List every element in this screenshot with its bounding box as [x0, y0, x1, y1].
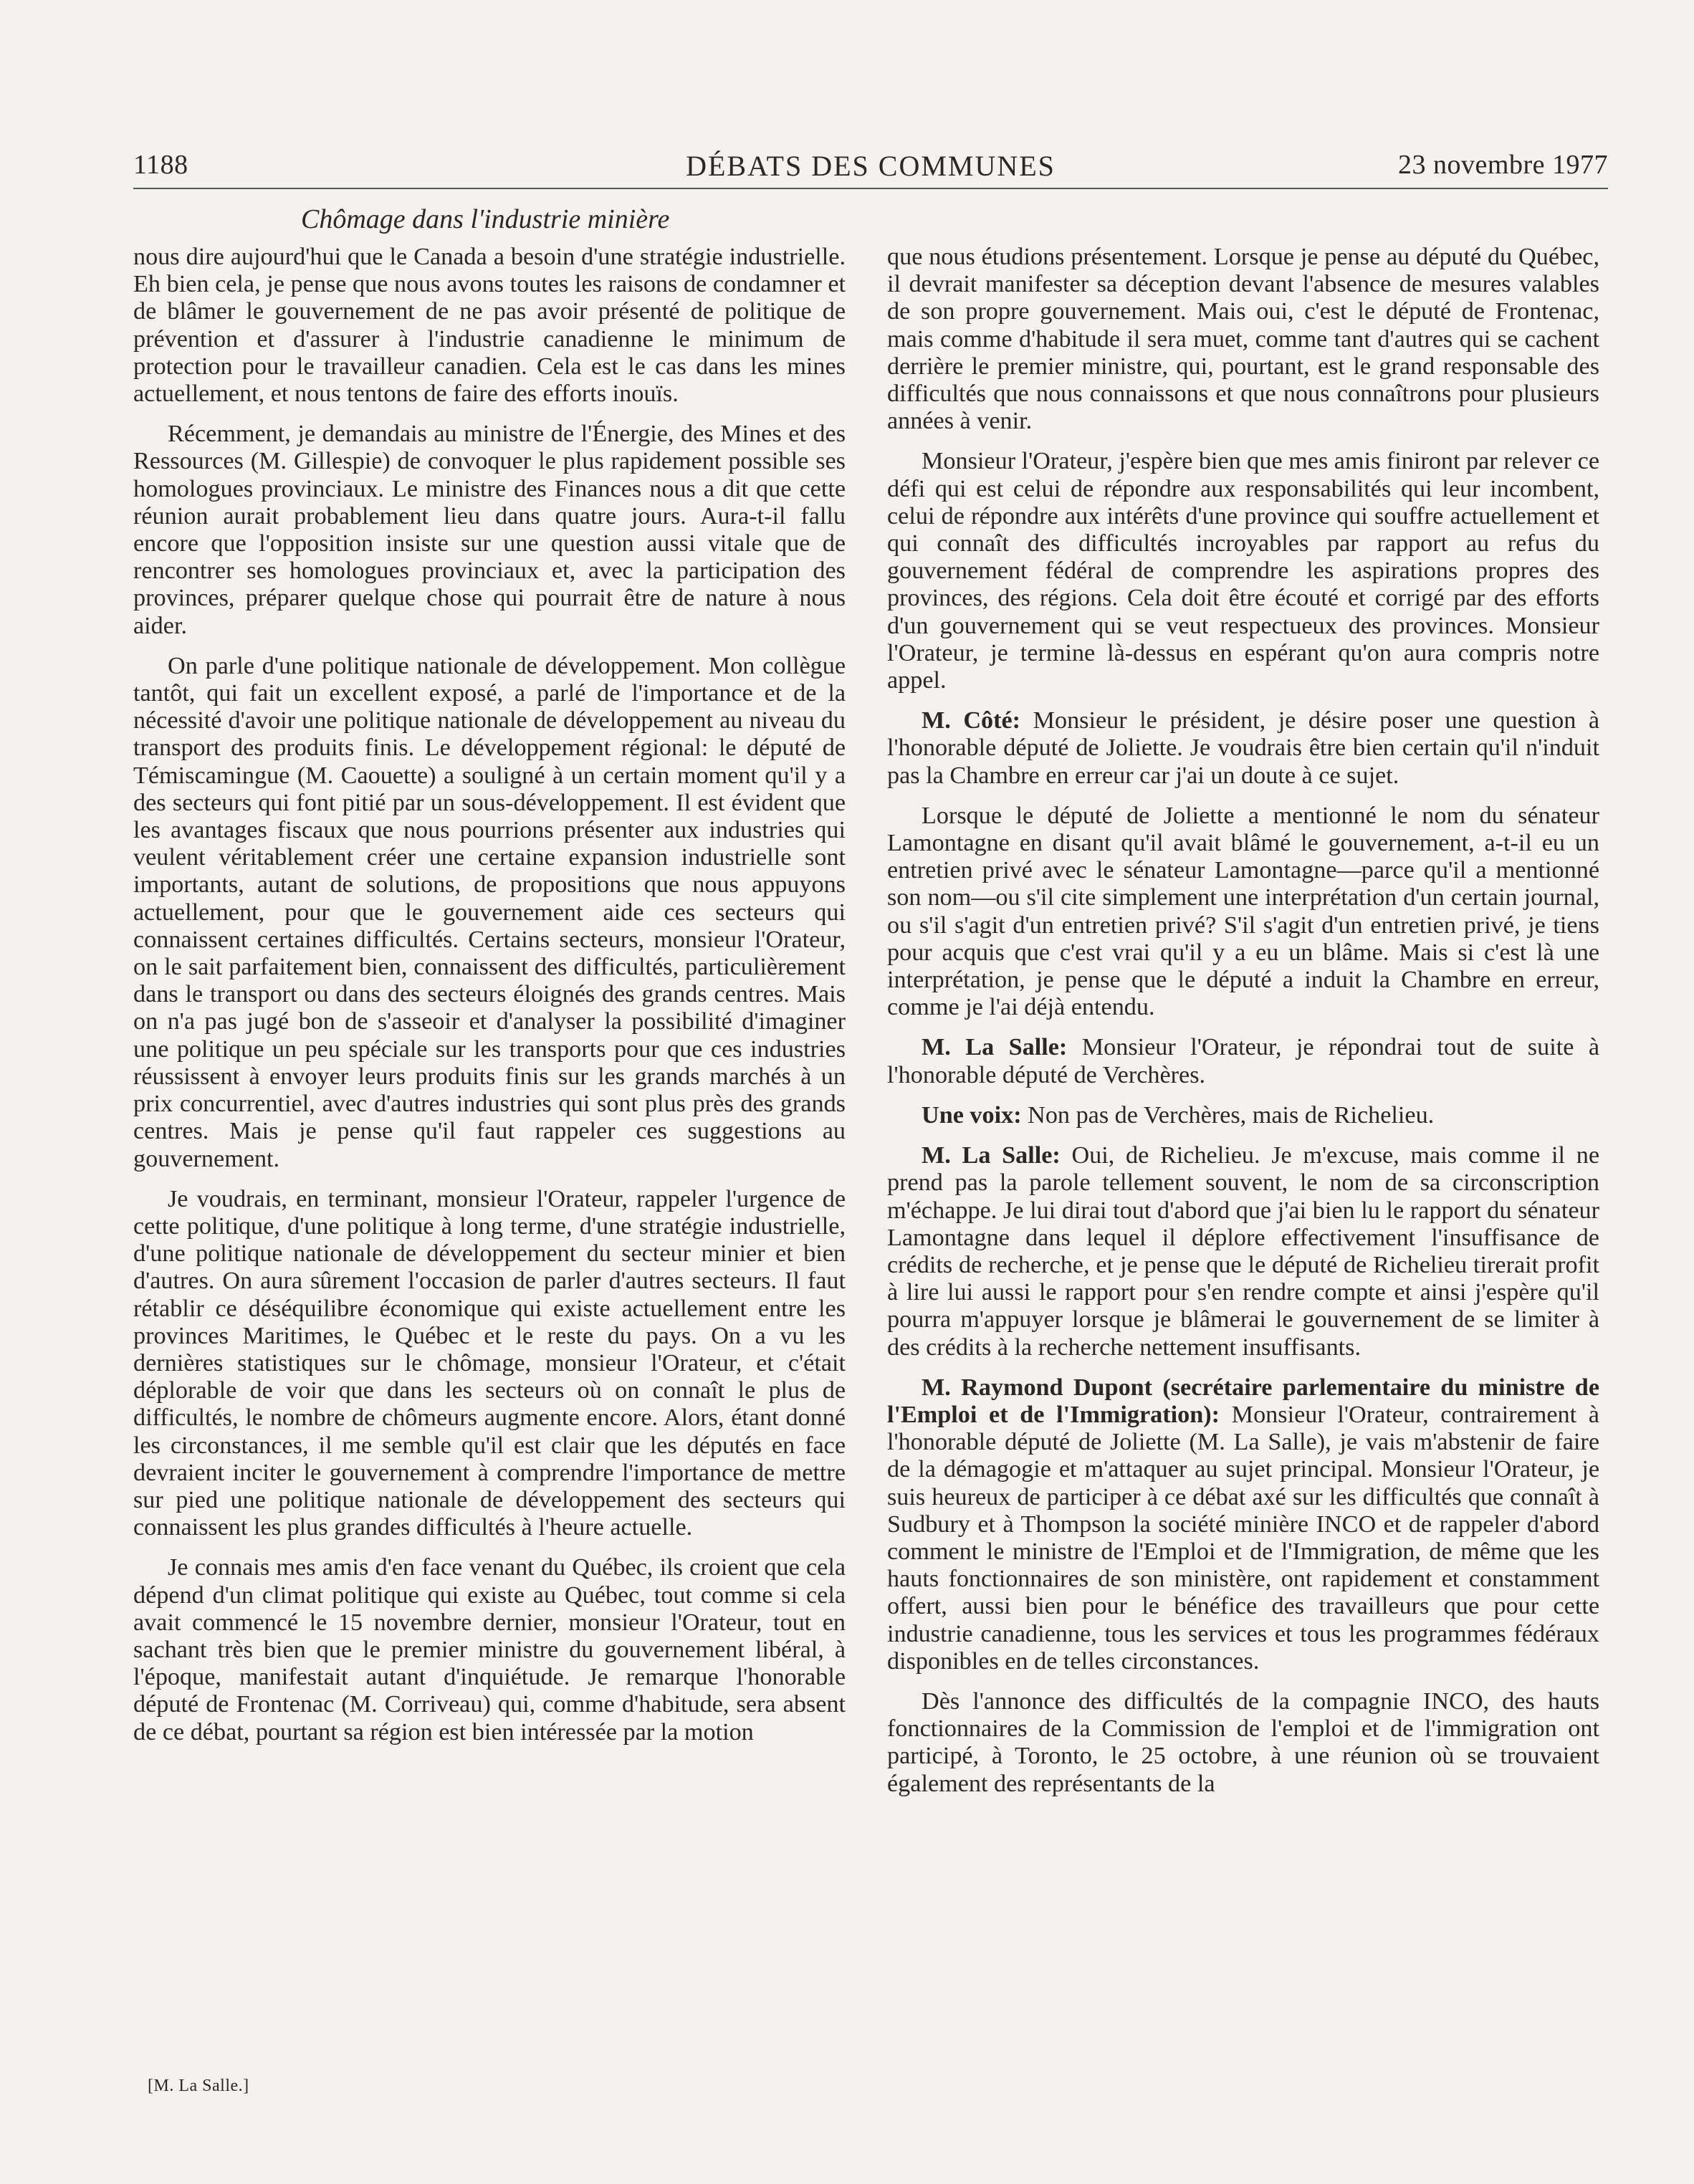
speech-text: Monsieur l'Orateur, contrairement à l'honorable député de Joliette (M. La Salle), je vais m'abstenir de faire de la démagogie et m'attaquer au sujet principal. Monsieur l'Orateur, je suis heureux de participer à ce débat axé sur les difficultés que connaît à Sudbury et à Thompson la société minière INCO et de rappeler d'abord comment le ministre de l'Emploi et de l'Immigration, de même que les hauts fonctionnaires de son ministère, ont rapidement et constamment offert, aussi bien pour le bénéfice des travailleurs que pour cette industrie canadienne, tous les services et tous les programmes fédéraux disponibles en de telles circonstances. [887, 1401, 1599, 1675]
section-subtitle: Chômage dans l'industrie minière [301, 204, 670, 234]
right-column [887, 244, 1599, 1811]
speaker-name: Une voix: [922, 1101, 1022, 1129]
speech-paragraph [887, 1102, 1599, 1129]
publication-date: 23 novembre 1977 [1398, 150, 1608, 180]
paragraph: Je connais mes amis d'en face venant du Québec, ils croient que cela dépend d'un climat politique qui existe au Québec, tout comme si cela avait commencé le 15 novembre dernier, monsieur l'Orateur, tout en sachant très bien que le premier ministre du gouvernement libéral, à l'époque, manifestait autant d'inquiétude. Je remarque l'honorable député de Frontenac (M. Corriveau) qui, comme d'habitude, sera absent de ce débat, pourtant sa région est bien intéressée par la motion [133, 1554, 846, 1745]
speaker-name: M. Côté: [922, 707, 1021, 734]
speaker-name: M. La Salle: [922, 1142, 1061, 1169]
paragraph: que nous étudions présentement. Lorsque je pense au député du Québec, il devrait manifester sa déception devant l'absence de mesures valables de son propre gouvernement. Mais oui, c'est le député de Frontenac, mais comme d'habitude il sera muet, comme tant d'autres qui se cachent derrière le premier ministre, qui, pourtant, est le grand responsable des difficultés que nous connaissons et que nous connaîtrons pour plusieurs années à venir. [887, 244, 1599, 435]
speech-text: Monsieur l'Orateur, je répondrai tout de suite à l'honorable député de Verchères. [887, 1034, 1600, 1088]
publication-title: DÉBATS DES COMMUNES [686, 150, 1056, 182]
paragraph: On parle d'une politique nationale de développement. Mon collègue tantôt, qui fait un excellent exposé, a parlé de l'importance et de la nécessité d'avoir une politique nationale de développement au niveau du transport des produits finis. Le développement régional: le député de Témiscamingue (M. Caouette) a souligné à un certain moment qu'il y a des secteurs qui font pitié par un sous-développement. Il est évident que les avantages fiscaux que nous pourrions présenter aux industries qui veulent véritablement créer une certaine expansion industrielle sont importants, autant de solutions, de propositions que nous appuyons actuellement, pour que le gouvernement aide ces secteurs qui connaissent certaines difficultés. Certains secteurs, monsieur l'Orateur, on le sait parfaitement bien, connaissent des difficultés, particulièrement dans le transport ou dans des secteurs éloignés des grands centres. Mais on n'a pas jugé bon de s'asseoir et d'analyser la possibilité d'imaginer une politique un peu spéciale sur les transports pour que ces industries réussissent à envoyer leurs produits finis sur les grands marchés à un prix concurrentiel, avec d'autres industries qui sont plus près des grands centres. Mais je pense qu'il faut rappeler ces suggestions au gouvernement. [133, 652, 846, 1172]
speaker-name: M. La Salle: [922, 1034, 1068, 1061]
speaker-name: M. Raymond Dupont (secrétaire parlementaire du ministre de l'Emploi et de l'Immigration): [887, 1374, 1599, 1428]
page-number: 1188 [133, 150, 188, 180]
paragraph: Lorsque le député de Joliette a mentionné le nom du sénateur Lamontagne en disant qu'il avait blâmé le gouvernement, a-t-il eu un entretien privé avec le sénateur Lamontagne—parce qu'il a mentionné son nom—ou s'il cite simplement une interprétation d'un certain journal, ou s'il s'agit d'un entretien privé? S'il s'agit d'un entretien privé, je tiens pour acquis que c'est vrai qu'il y a eu un blâme. Mais si c'est là une interprétation, je pense que le député a induit la Chambre en erreur, comme je l'ai déjà entendu. [887, 802, 1599, 1021]
speaker-footer: [M. La Salle.] [148, 2077, 249, 2095]
speech-paragraph [887, 1374, 1599, 1675]
page-header [133, 145, 1608, 189]
paragraph: Monsieur l'Orateur, j'espère bien que mes amis finiront par relever ce défi qui est celui de répondre aux responsabilités qui leur incombent, celui de répondre aux intérêts d'une province qui souffre actuellement et qui connaît des difficultés incroyables par rapport au refus du gouvernement fédéral de comprendre les aspirations propres des provinces, des régions. Cela doit être écouté et corrigé par des efforts d'un gouvernement qui se veut respectueux des provinces. Monsieur l'Orateur, je termine là-dessus en espérant qu'on aura compris notre appel. [887, 448, 1599, 694]
paragraph: Récemment, je demandais au ministre de l'Énergie, des Mines et des Ressources (M. Gillespie) de convoquer le plus rapidement possible ses homologues provinciaux. Le ministre des Finances nous a dit que cette réunion aurait probablement lieu dans quatre jours. Aura-t-il fallu encore que l'opposition insiste sur une question aussi vitale que de rencontrer ses homologues provinciaux et, avec la participation des provinces, préparer quelque chose qui pourrait être de nature à nous aider. [133, 421, 846, 639]
paragraph: nous dire aujourd'hui que le Canada a besoin d'une stratégie industrielle. Eh bien cela, je pense que nous avons toutes les raisons de condamner et de blâmer le gouvernement de ne pas avoir présenté de politique de prévention et d'assurer à l'industrie canadienne le minimum de protection pour le travailleur canadien. Cela est le cas dans les mines actuellement, et nous tentons de faire des efforts inouïs. [133, 244, 846, 408]
left-column [133, 244, 846, 1759]
speech-text: Monsieur le président, je désire poser une question à l'honorable député de Joliette. Je voudrais être bien certain qu'il n'induit pas la Chambre en erreur car j'ai un doute à ce sujet. [887, 707, 1599, 789]
paragraph: Je voudrais, en terminant, monsieur l'Orateur, rappeler l'urgence de cette politique, d'une politique à long terme, d'une stratégie industrielle, d'une politique nationale de développement du secteur minier et bien d'autres. On aura sûrement l'occasion de parler d'autres secteurs. Il faut rétablir ce déséquilibre économique qui existe actuellement entre les provinces Maritimes, le Québec et le reste du pays. On a vu les dernières statistiques sur le chômage, monsieur l'Orateur, et c'était déplorable de voir que dans les secteurs où on connaît le plus de difficultés, le nombre de chômeurs augmente encore. Alors, étant donné les circonstances, il me semble qu'il est clair que les députés en face devraient inciter le gouvernement à comprendre l'importance de mettre sur pied une politique nationale de développement des secteurs qui connaissent les plus grandes difficultés à l'heure actuelle. [133, 1185, 846, 1541]
speech-paragraph [887, 1034, 1599, 1088]
paragraph: Dès l'annonce des difficultés de la compagnie INCO, des hauts fonctionnaires de la Commission de l'emploi et de l'immigration ont participé, à Toronto, le 25 octobre, à une réunion où se trouvaient également des représentants de la [887, 1687, 1599, 1797]
speech-paragraph [887, 1142, 1599, 1361]
speech-text: Oui, de Richelieu. Je m'excuse, mais comme il ne prend pas la parole tellement souvent, le nom de sa circonscription m'échappe. Je lui dirai tout d'abord que j'ai bien lu le rapport du sénateur Lamontagne dans lequel il déplore effectivement l'insuffisance de crédits de recherche, et je pense que le député de Richelieu tirerait profit à lire lui aussi le rapport pour s'en rendre compte et ainsi j'espère qu'il pourra m'appuyer lorsque je blâmerai le gouvernement de se limiter à des crédits à la recherche nettement insuffisants. [887, 1142, 1599, 1361]
speech-paragraph [887, 707, 1599, 790]
speech-text: Non pas de Verchères, mais de Richelieu. [1021, 1101, 1435, 1129]
